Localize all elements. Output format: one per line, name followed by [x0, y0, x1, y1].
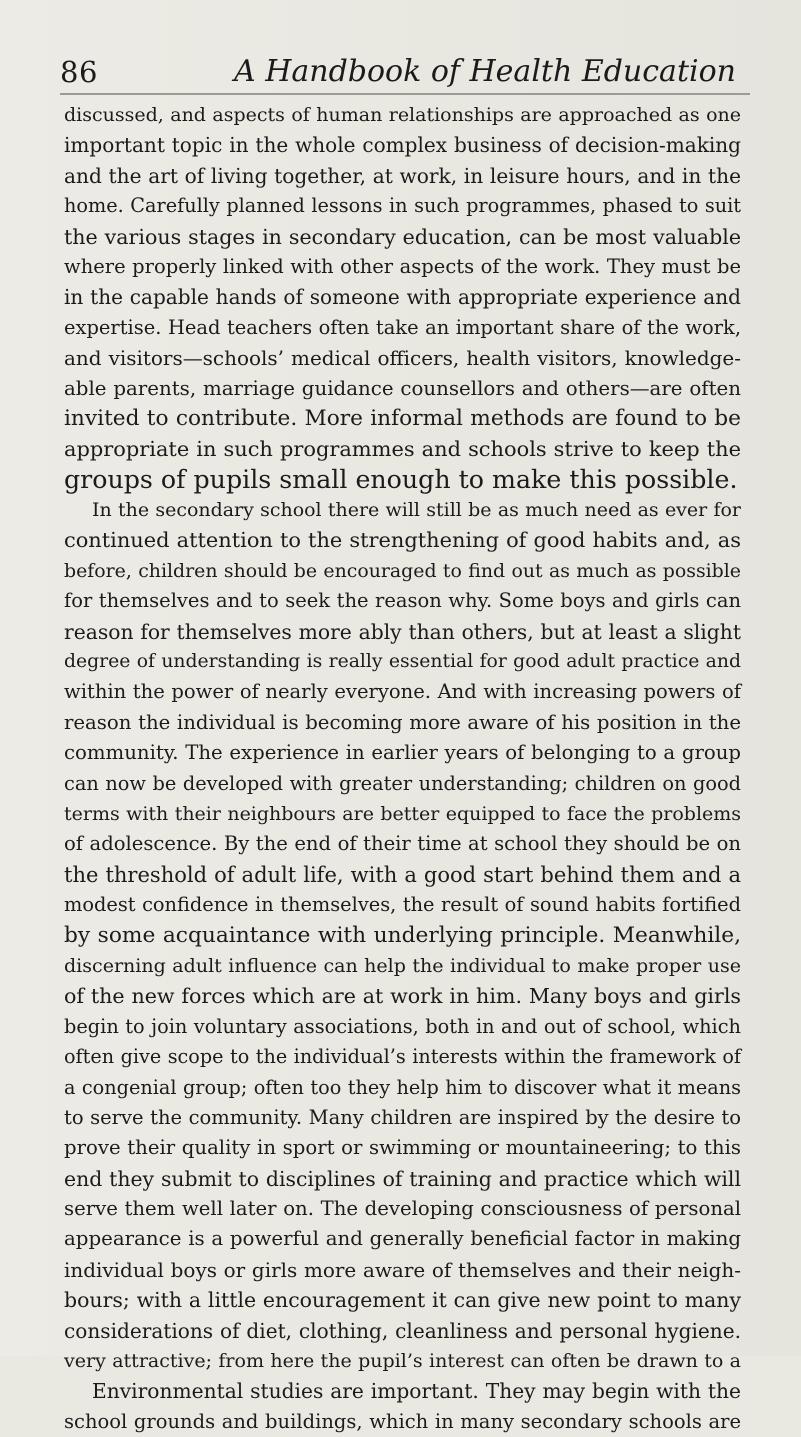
text-line: modest confidence in themselves, the result of sound habits fortified	[64, 893, 741, 917]
paragraph-start-line: Environmental studies are important. They may begin with the	[92, 1379, 741, 1404]
text-line: where properly linked with other aspects of the work. They must be	[64, 254, 741, 278]
text-line: individual boys or girls more aware of themselves and their neigh-	[64, 1257, 741, 1282]
text-line: invited to contribute. More informal methods are found to be	[64, 405, 741, 431]
text-line: home. Carefully planned lessons in such programmes, phased to suit	[64, 194, 741, 218]
text-line: end they submit to disciplines of training and practice which will	[64, 1166, 741, 1191]
text-line: a congenial group; often too they help him to discover what it means	[64, 1075, 741, 1099]
text-line: terms with their neighbours are better equipped to face the problems	[64, 802, 741, 825]
text-line: very attractive; from here the pupil’s interest can often be drawn to a	[64, 1350, 741, 1373]
text-line: begin to join voluntary associations, both in and out of school, which	[64, 1014, 741, 1038]
text-line: community. The experience in earlier years of belonging to a group	[64, 741, 741, 765]
text-line: reason the individual is becoming more aware of his position in the	[64, 710, 741, 734]
text-line: of the new forces which are at work in him. Many boys and girls	[64, 984, 741, 1009]
text-line: often give scope to the individual’s interests within the framework of	[64, 1045, 741, 1069]
text-line: prove their quality in sport or swimming or mountaineering; to this	[64, 1136, 741, 1160]
text-line: the threshold of adult life, with a good start behind them and a	[64, 861, 741, 887]
text-line: serve them well later on. The developing consciousness of personal	[64, 1197, 741, 1221]
text-line: able parents, marriage guidance counsellors and others—are often	[64, 376, 741, 400]
text-line: reason for themselves more ably than others, but at least a slight	[64, 619, 741, 644]
text-line: in the capable hands of someone with appropriate experience and	[64, 285, 741, 310]
text-line: important topic in the whole complex business of decision-making	[64, 133, 741, 158]
text-line: bours; with a little encouragement it can give new point to many	[64, 1288, 741, 1313]
text-line: by some acquaintance with underlying principle. Meanwhile,	[64, 922, 741, 948]
text-line: before, children should be encouraged to find out as much as possible	[64, 559, 741, 582]
running-title: A Handbook of Health Education	[234, 54, 736, 89]
text-line: for themselves and to seek the reason why. Some boys and girls can	[64, 589, 741, 613]
text-line: and the art of living together, at work, in leisure hours, and in the	[64, 163, 741, 188]
text-line: considerations of diet, clothing, cleanliness and personal hygiene.	[64, 1318, 741, 1343]
page-number: 86	[60, 55, 98, 89]
text-line: appropriate in such programmes and schools strive to keep the	[64, 437, 741, 462]
text-line: expertise. Head teachers often take an important share of the work,	[64, 315, 741, 339]
text-line: the various stages in secondary education, can be most valuable	[64, 224, 741, 249]
header-rule	[60, 93, 750, 95]
text-line: continued attention to the strengthening of good habits and, as	[64, 528, 741, 553]
text-line: groups of pupils small enough to make this possible.	[64, 464, 738, 494]
text-line: and visitors—schools’ medical officers, health visitors, knowledge-	[64, 346, 741, 371]
text-line: discerning adult influence can help the individual to make proper use	[64, 954, 741, 977]
text-line: can now be developed with greater understanding; children on good	[64, 771, 741, 795]
body-text	[64, 100, 741, 1437]
text-line: degree of understanding is really essential for good adult practice and	[64, 651, 741, 673]
running-head	[60, 52, 760, 92]
paragraph-start-line: In the secondary school there will still be as much need as ever for	[92, 499, 741, 522]
text-line: of adolescence. By the end of their time at school they should be on	[64, 832, 741, 856]
text-line: school grounds and buildings, which in many secondary schools are	[64, 1409, 741, 1433]
text-line: to serve the community. Many children are inspired by the desire to	[64, 1105, 741, 1129]
text-line: appearance is a powerful and generally beneficial factor in making	[64, 1227, 741, 1251]
text-line: within the power of nearly everyone. And with increasing powers of	[64, 680, 741, 704]
text-line: discussed, and aspects of human relationships are approached as one	[64, 104, 741, 126]
